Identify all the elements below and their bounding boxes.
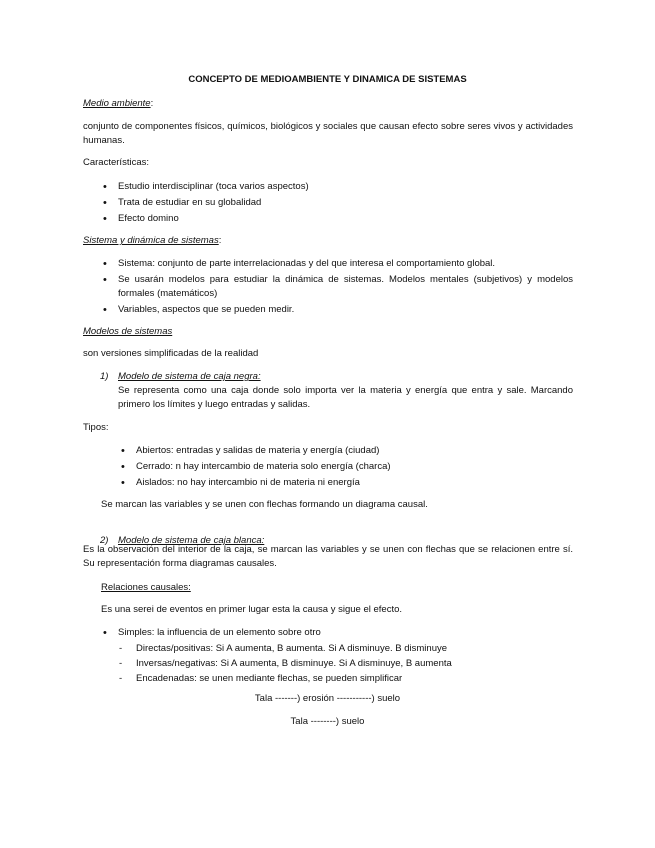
item-number: 2) [100,535,109,546]
sistema-heading: Sistema y dinámica de sistemas [83,235,219,246]
list-item: - Inversas/negativas: Si A aumenta, B disminuye. Si A disminuye, B aumenta [83,657,573,671]
relaciones-heading-line [101,581,591,595]
list-item: • Sistema: conjunto de parte interrelacionadas y del que interesa el comportamiento global. [83,257,573,271]
sistema-heading-line [83,234,573,248]
document-title: CONCEPTO DE MEDIOAMBIENTE Y DINAMICA DE SISTEMAS [188,74,467,85]
medio-ambiente-heading: Medio ambiente [83,98,151,109]
tipos-label: Tipos: [83,422,109,433]
tipos-list [101,444,591,492]
item-number: 1) [100,371,109,382]
list-item: • Abiertos: entradas y salidas de materia y energía (ciudad) [101,444,591,458]
modelos-definition: son versiones simplificadas de la realidad [83,348,259,359]
caja-blanca-heading: Modelo de sistema de caja blanca: [118,535,265,546]
caja-negra-heading-line [83,370,573,384]
list-item: • Trata de estudiar en su globalidad [83,196,573,210]
medio-ambiente-heading-line [83,97,573,111]
causal-chain-1: Tala -------) erosión -----------) suelo [254,693,401,704]
modelos-heading: Modelos de sistemas [83,326,173,337]
relaciones-text: Es una serei de eventos en primer lugar esta la causa y sigue el efecto. [101,604,403,615]
simples-list [83,626,573,687]
modelos-heading-line [83,325,573,339]
sistema-list [83,257,573,319]
caja-negra-heading: Modelo de sistema de caja negra: [118,371,261,382]
heading-colon: : [150,98,154,109]
caja-blanca-text: Es la observación del interior de la caja, se marcan las variables y se unen con flechas que se relacionen entre sí. Su representación forma diagramas causales. [83,544,573,569]
list-item: • Estudio interdisciplinar (toca varios aspectos) [83,180,573,194]
caja-negra-text: Se representa como una caja donde solo importa ver la materia y energía que entra y sale. Marcando primero los límites y luego entradas y salidas. [118,385,573,410]
list-item: • Simples: la influencia de un elemento sobre otro [83,626,573,640]
variables-text: Se marcan las variables y se unen con flechas formando un diagrama causal. [101,499,428,510]
heading-colon: : [218,235,222,246]
list-item: - Directas/positivas: Si A aumenta, B aumenta. Si A disminuye. B disminuye [83,642,573,656]
list-item: • Cerrado: n hay intercambio de materia solo energía (charca) [101,460,591,474]
caracteristicas-label: Características: [83,157,149,168]
medio-ambiente-definition: conjunto de componentes físicos, químicos, biológicos y sociales que causan efecto sobre seres vivos y actividades humanas. [83,121,573,146]
list-item: • Variables, aspectos que se pueden medir. [83,303,573,317]
list-item: - Encadenadas: se unen mediante flechas, se pueden simplificar [83,672,573,686]
list-item: • Se usarán modelos para estudiar la dinámica de sistemas. Modelos mentales (subjetivos) y modelos formales (matemáticos) [83,273,573,301]
list-item: • Efecto domino [83,212,573,226]
list-item: • Aislados: no hay intercambio ni de materia ni energía [101,476,591,490]
relaciones-heading: Relaciones causales: [101,582,191,593]
caracteristicas-list [83,180,573,228]
causal-chain-2: Tala --------) suelo [290,716,365,727]
